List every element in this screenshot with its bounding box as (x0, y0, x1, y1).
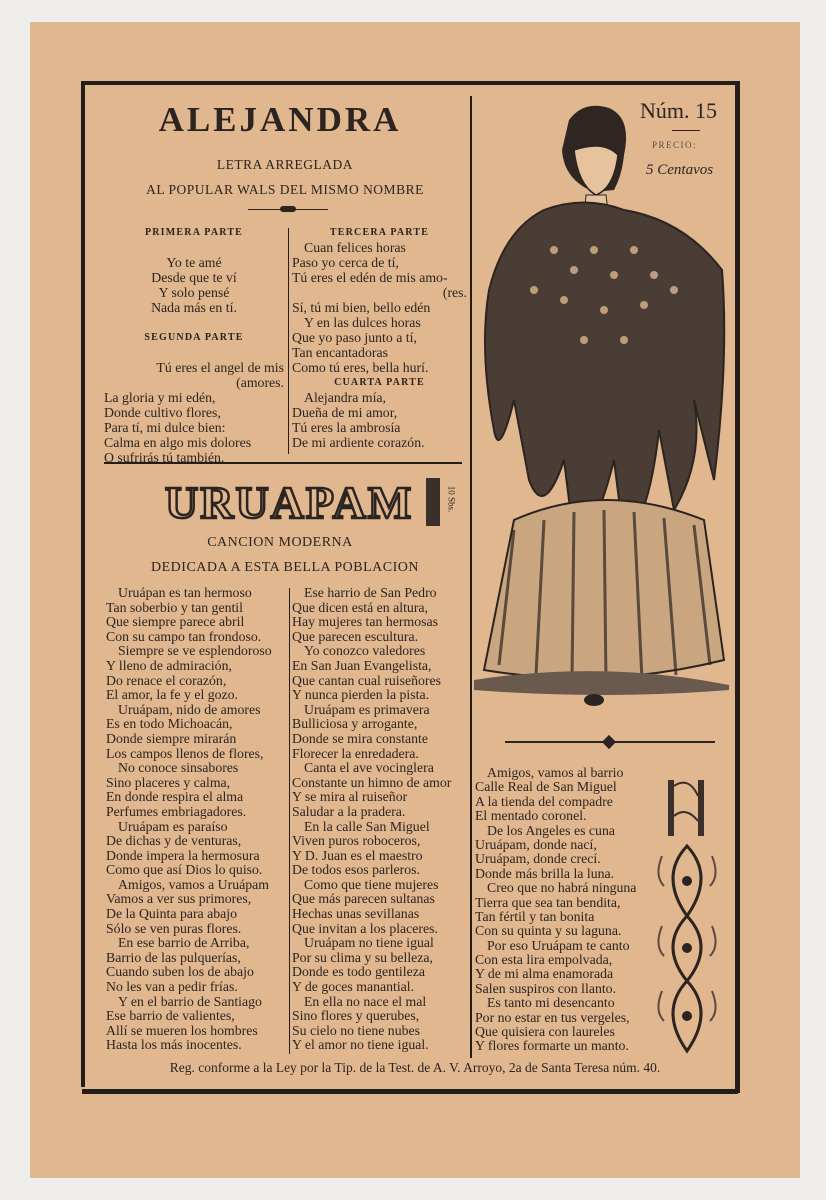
part-heading: SEGUNDA PARTE (144, 332, 244, 343)
verse-line: Tan encantadoras (292, 345, 388, 360)
verse-line: Donde siempre mirarán (106, 730, 237, 746)
woman-in-shawl-illustration (474, 100, 734, 730)
verse-line: Hay mujeres tan hermosas (292, 614, 438, 630)
verse-line: De mi ardiente corazón. (292, 435, 425, 450)
verse-line: Tú eres el angel de mis (156, 360, 284, 375)
verse-line: Donde se mira constante (292, 730, 429, 746)
verse-line: Bulliciosa y arrogante, (292, 716, 418, 732)
verse-line: Donde cultivo flores, (104, 405, 221, 420)
verse-line: Y flores formarte un manto. (475, 1038, 629, 1054)
verse-line: Siempre se ve esplendoroso (118, 643, 272, 659)
verse-line: Sino flores y querubes, (292, 1008, 420, 1024)
verse-line: No conoce sinsabores (118, 760, 239, 776)
verse-line: Que quisiera con laureles (475, 1024, 615, 1040)
subtitle-letra: LETRA ARREGLADA (216, 157, 354, 172)
verse-line: El mentado coronel. (475, 808, 587, 824)
verse-line: Uruápam es primavera (304, 701, 430, 717)
alejandra-column-divider (288, 228, 289, 454)
verse-line: Alejandra mía, (304, 390, 386, 405)
verse-line: Desde que te ví (151, 270, 237, 285)
subtitle-dedicada: DEDICADA A ESTA BELLA POBLACION (151, 560, 419, 575)
verse-line: Paso yo cerca de tí, (292, 255, 399, 270)
verse-line: Y en las dulces horas (304, 315, 421, 330)
verse-line: Como que así Dios lo quiso. (106, 862, 263, 878)
verse-line: Por eso Uruápam te canto (487, 937, 630, 953)
verse-line: Sí, tú mi bien, bello edén (292, 300, 431, 315)
verse-line: Y de mi alma enamorada (475, 966, 614, 982)
verse-line: O sufrirás tú también. (104, 450, 225, 465)
uruapam-column-3 (475, 766, 653, 1054)
verse-line: Y el amor no tiene igual. (292, 1037, 429, 1053)
verse-line: Con esta lira empolvada, (475, 952, 613, 968)
verse-line: De los Angeles es cuna (487, 822, 615, 838)
verse-line (104, 345, 284, 360)
verse-line: En donde respira el alma (106, 789, 244, 805)
verse-line: Dueña de mi amor, (292, 405, 398, 420)
verse-line: En la calle San Miguel (304, 818, 430, 834)
verse-line: Y de goces manantial. (292, 979, 415, 995)
verse-line: De todos esos parleros. (292, 862, 420, 878)
verse-line: No les van a pedir frías. (106, 979, 238, 995)
verse-line: Que cantan cual ruiseñores (292, 672, 442, 688)
verse-line: Uruápam es paraíso (118, 818, 228, 834)
verse-line: Cuan felices horas (304, 240, 406, 255)
uruapam-column-1 (106, 586, 287, 1053)
side-mark: 10 Sbs. (446, 485, 457, 513)
side-mark-block (426, 478, 440, 526)
part-heading: TERCERA PARTE (329, 227, 430, 238)
verse-line: Uruápan es tan hermoso (118, 585, 252, 600)
verse-line: Canta el ave vocinglera (304, 760, 434, 776)
verse-line: Con su campo tan frondoso. (106, 628, 262, 644)
verse-line: Ese harrio de San Pedro (304, 585, 437, 600)
verse-line: Saludar a la pradera. (292, 803, 406, 819)
verse-line: Creo que no habrá ninguna (487, 880, 637, 896)
verse-line: Que dicen está en altura, (292, 599, 428, 615)
verse-line: Donde más brilla la luna. (475, 865, 615, 881)
verse-line: Y D. Juan es el maestro (292, 847, 423, 863)
verse-line: (res. (442, 285, 467, 300)
verse-line: (amores. (236, 375, 284, 390)
printer-imprint: Reg. conforme a la Ley por la Tip. de la Test. de A. V. Arroyo, 2a de Santa Teresa núm. 40. (169, 1060, 661, 1075)
verse-line: Amigos, vamos a Uruápam (118, 876, 269, 892)
verse-line: Que parecen escultura. (292, 628, 419, 644)
price-value: 5 Centavos (646, 162, 714, 178)
verse-line: Por no estar en tus vergeles, (475, 1009, 630, 1025)
verse-line: La gloria y mi edén, (104, 390, 216, 405)
verse-line: Tierra que sea tan bendita, (475, 894, 621, 910)
verse-line: Es tanto mi desencanto (487, 995, 615, 1011)
verse-line: Perfumes embriagadores. (106, 803, 247, 819)
uruapam-column-divider (289, 588, 290, 1054)
ornament-dots (280, 206, 296, 212)
frame-bottom (82, 1089, 738, 1094)
verse-line: Que yo paso junto a tí, (292, 330, 417, 345)
verse-line: Que más parecen sultanas (292, 891, 435, 907)
verse-line: Do renace el corazón, (106, 672, 227, 688)
verse-line: Que invitan a los placeres. (292, 920, 438, 936)
verse-line: Y nunca pierden la pista. (292, 687, 430, 703)
verse-line: Constante un himno de amor (292, 774, 452, 790)
verse-line: Es en todo Michoacán, (106, 716, 233, 732)
verse-line: Amigos, vamos al barrio (487, 765, 624, 780)
verse-line: Y lleno de admiración, (106, 657, 232, 673)
verse-line: Para tí, mi dulce bien: (104, 420, 226, 435)
part-heading: CUARTA PARTE (334, 377, 425, 388)
verse-line (104, 240, 284, 255)
verse-line: Cuando suben los de abajo (106, 964, 254, 980)
alejandra-left-column (104, 225, 284, 465)
verse-line: Florecer la enredadera. (292, 745, 419, 761)
verse-line: De dichas y de venturas, (106, 833, 242, 849)
verse-line: Sino placeres y calma, (106, 774, 231, 790)
verse-line: En ella no nace el mal (304, 993, 427, 1009)
song-title-uruapam: URUAPAM (165, 477, 414, 528)
verse-line: Y se mira al ruiseñor (292, 789, 408, 805)
alejandra-right-column (292, 225, 467, 450)
verse-line: Tan fértil y tan bonita (475, 908, 595, 924)
verse-line: Uruápam no tiene igual (304, 935, 434, 951)
verse-line: Y en el barrio de Santiago (118, 993, 262, 1009)
uruapam-column-2 (292, 586, 468, 1053)
verse-line: Nada más en tí. (151, 300, 237, 315)
verse-line: Sólo se ven puras flores. (106, 920, 242, 936)
part-heading: PRIMERA PARTE (144, 227, 244, 238)
verse-line: Allí se mueren los hombres (106, 1022, 258, 1038)
verse-line (104, 315, 284, 330)
verse-line: Con su quinta y su laguna. (475, 923, 622, 939)
frame-top (82, 81, 738, 85)
verse-line: El amor, la fe y el gozo. (106, 687, 238, 703)
verse-line: Salen suspiros con llanto. (475, 980, 617, 996)
floral-ornament-border (654, 776, 720, 1058)
verse-line: Tan soberbio y tan gentil (106, 599, 243, 615)
verse-line: Tú eres el edén de mis amo- (292, 270, 448, 285)
verse-line: Hechas unas sevillanas (292, 906, 420, 922)
verse-line: Yo te amé (166, 255, 222, 270)
verse-line: Hasta los más inocentes. (106, 1037, 242, 1053)
issue-number: Núm. 15 (640, 98, 717, 123)
verse-line: En ese barrio de Arriba, (118, 935, 250, 951)
verse-line: En San Juan Evangelista, (292, 657, 432, 673)
verse-line: Calma en algo mis dolores (104, 435, 252, 450)
verse-line: Los campos llenos de flores, (106, 745, 264, 761)
verse-line: Que siempre parece abril (106, 614, 245, 630)
verse-line: De la Quinta para abajo (106, 906, 238, 922)
verse-line: Donde impera la hermosura (106, 847, 260, 863)
verse-line: Barrio de las pulquerías, (106, 949, 241, 965)
verse-line: Calle Real de San Miguel (475, 779, 617, 795)
verse-line: Vamos a ver sus primores, (106, 891, 252, 907)
verse-line: Como tú eres, bella hurí. (292, 360, 429, 375)
subtitle-cancion: CANCION MODERNA (207, 535, 353, 550)
subtitle-wals: AL POPULAR WALS DEL MISMO NOMBRE (146, 182, 424, 197)
verse-line: Por su clima y su belleza, (292, 949, 434, 965)
verse-line: Viven puros roboceros, (292, 833, 421, 849)
frame-left (81, 81, 85, 1087)
verse-line: Yo conozco valedores (304, 643, 426, 659)
verse-line: Su cielo no tiene nubes (292, 1022, 420, 1038)
verse-line: Uruápam, donde nací, (475, 836, 597, 852)
verse-line: Ese barrio de valientes, (106, 1008, 235, 1024)
verse-line: Tú eres la ambrosía (292, 420, 401, 435)
column-divider (470, 96, 472, 1058)
verse-line: Y solo pensé (158, 285, 230, 300)
verse-line: Uruápam, donde crecí. (475, 851, 601, 867)
verse-line: Uruápam, nido de amores (118, 701, 261, 717)
verse-line: A la tienda del compadre (475, 793, 613, 809)
verse-line: Donde es todo gentileza (292, 964, 425, 980)
price-label: PRECIO: (652, 140, 698, 150)
song-title-alejandra: ALEJANDRA (158, 100, 402, 139)
verse-line: Como que tiene mujeres (304, 876, 439, 892)
frame-right (735, 81, 740, 1093)
